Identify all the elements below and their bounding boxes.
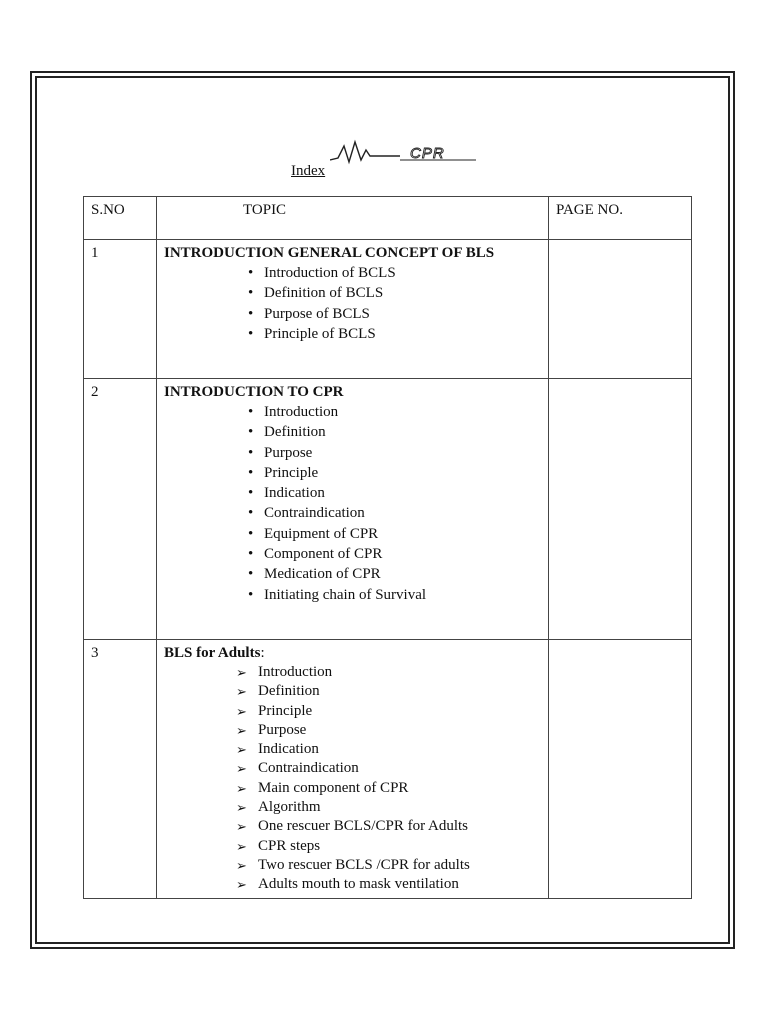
section-title: INTRODUCTION TO CPR — [164, 384, 344, 400]
list-item: • Purpose — [164, 443, 541, 463]
section-title-suffix: : — [260, 645, 265, 661]
row-page — [549, 240, 692, 379]
list-item: ➢ Two rescuer BCLS /CPR for adults — [164, 856, 541, 875]
list-item: • Contraindication — [164, 503, 541, 523]
row-sno: 2 — [84, 379, 157, 640]
list-item: • Purpose of BCLS — [164, 304, 541, 324]
list-item: • Initiating chain of Survival — [164, 585, 541, 605]
row-topic — [157, 240, 549, 379]
header-page: PAGE NO. — [549, 197, 692, 240]
table-row — [84, 240, 692, 379]
heartbeat-line-icon — [330, 142, 400, 162]
list-item: ➢ One rescuer BCLS/CPR for Adults — [164, 817, 541, 836]
topic-list — [164, 663, 541, 895]
index-table — [83, 196, 692, 899]
topic-list — [164, 263, 541, 344]
list-item: ➢ Purpose — [164, 721, 541, 740]
row-page — [549, 640, 692, 899]
header-sno: S.NO — [84, 197, 157, 240]
table-row — [84, 379, 692, 640]
list-item: • Component of CPR — [164, 544, 541, 564]
cpr-logo — [330, 136, 480, 168]
list-item: • Equipment of CPR — [164, 524, 541, 544]
list-item: • Principle of BCLS — [164, 324, 541, 344]
section-title: BLS for Adults — [164, 645, 261, 661]
list-item: • Introduction of BCLS — [164, 263, 541, 283]
table-row — [84, 640, 692, 899]
section-title: INTRODUCTION GENERAL CONCEPT OF BLS — [164, 245, 495, 261]
list-item: ➢ Introduction — [164, 663, 541, 682]
index-title: Index — [291, 163, 326, 179]
row-sno: 1 — [84, 240, 157, 379]
list-item: • Definition — [164, 422, 541, 442]
list-item: ➢ Main component of CPR — [164, 779, 541, 798]
list-item: ➢ Definition — [164, 682, 541, 701]
list-item: • Introduction — [164, 402, 541, 422]
list-item: ➢ Contraindication — [164, 759, 541, 778]
row-topic — [157, 379, 549, 640]
table-header-row — [84, 197, 692, 240]
list-item: • Definition of BCLS — [164, 283, 541, 303]
list-item: ➢ Adults mouth to mask ventilation — [164, 875, 541, 894]
list-item: ➢ Principle — [164, 702, 541, 721]
row-topic — [157, 640, 549, 899]
list-item: • Indication — [164, 483, 541, 503]
list-item: • Principle — [164, 463, 541, 483]
row-sno: 3 — [84, 640, 157, 899]
section-title-line — [164, 643, 541, 663]
logo-text: CPR — [410, 145, 445, 162]
list-item: ➢ CPR steps — [164, 837, 541, 856]
topic-list — [164, 402, 541, 605]
row-page — [549, 379, 692, 640]
list-item: • Medication of CPR — [164, 564, 541, 584]
list-item: ➢ Algorithm — [164, 798, 541, 817]
header-topic: TOPIC — [157, 197, 549, 240]
list-item: ➢ Indication — [164, 740, 541, 759]
